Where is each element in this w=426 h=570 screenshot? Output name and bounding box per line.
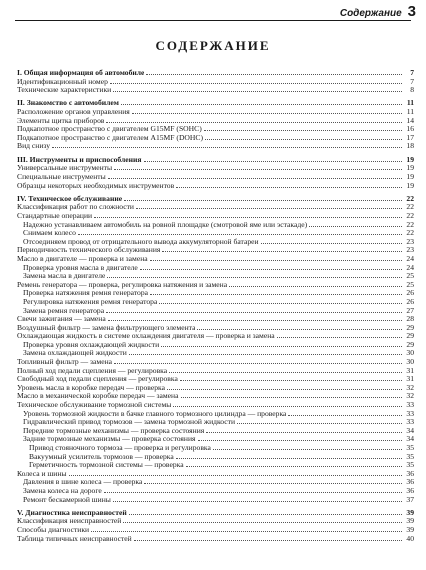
- toc-entry-title: Снимаем колесо: [23, 229, 76, 238]
- dot-leader: [162, 245, 402, 252]
- toc-entry-page: 7: [410, 68, 414, 77]
- toc-entry-page: 30: [406, 357, 414, 367]
- toc-entry-page: 39: [406, 507, 414, 517]
- dot-leader: [261, 237, 402, 244]
- toc-entry-page: 8: [410, 85, 414, 95]
- page-number: 3: [407, 3, 416, 20]
- toc-entry: [17, 426, 414, 435]
- dot-leader: [173, 400, 402, 407]
- toc-entry-title: Расположение органов управления: [17, 108, 130, 117]
- toc-entry: [17, 220, 414, 229]
- toc-entry-page: 19: [406, 180, 414, 190]
- toc-entry: [17, 434, 414, 443]
- toc-entry: [17, 417, 414, 426]
- toc-entry-title: Герметичность тормозной системы — проверка: [29, 461, 184, 470]
- toc-entry-title: Подкапотное пространство с двигателем A15MF (DOHC): [17, 133, 203, 142]
- toc-entry-title: II. Знакомство с автомобилем: [17, 99, 119, 108]
- toc-entry-page: 25: [406, 279, 414, 289]
- dot-leader: [134, 534, 402, 541]
- toc-entry-title: Таблица типичных неисправностей: [17, 534, 132, 543]
- toc-entry: [17, 288, 414, 297]
- toc-entry-title: Специальные инструменты: [17, 172, 106, 181]
- toc-entry: [17, 107, 414, 116]
- toc-entry: [17, 443, 414, 452]
- dot-leader: [114, 357, 402, 364]
- toc-entry-title: Проверка натяжения ремня генератора: [23, 289, 149, 298]
- toc-entry: [17, 452, 414, 461]
- toc-entry: [17, 495, 414, 504]
- dot-leader: [176, 181, 402, 188]
- toc-entry-title: Вакуумный усилитель тормозов — проверка: [29, 452, 174, 461]
- toc-entry-title: Идентификационный номер: [17, 77, 108, 86]
- running-header-title: Содержание: [339, 8, 402, 19]
- toc-entry-page: 11: [406, 107, 414, 117]
- toc-entry-title: Гидравлический привод тормозов — замена тормозной жидкости: [23, 418, 236, 427]
- toc-entry-page: 35: [406, 460, 414, 470]
- dot-leader: [113, 85, 402, 92]
- dot-leader: [69, 469, 402, 476]
- toc-entry-page: 22: [406, 193, 414, 203]
- toc-entry-page: 19: [406, 171, 414, 181]
- toc-entry-title: Технические характеристики: [17, 86, 112, 95]
- toc-section-heading: [17, 98, 414, 107]
- toc-entry: [17, 254, 414, 263]
- dot-leader: [52, 141, 402, 148]
- dot-leader: [198, 434, 402, 441]
- header-rule: [15, 20, 411, 21]
- toc-entry-page: 33: [406, 417, 414, 427]
- toc-entry-page: 33: [406, 400, 414, 410]
- toc-section: [17, 68, 414, 94]
- toc-section: [17, 98, 414, 150]
- dot-leader: [181, 391, 403, 398]
- toc-section: [17, 508, 414, 542]
- toc-section: [17, 194, 414, 503]
- dot-leader: [229, 280, 402, 287]
- toc-entry-page: 18: [406, 141, 414, 151]
- dot-leader: [150, 288, 402, 295]
- toc-entry: [17, 163, 414, 172]
- toc-entry-page: 28: [406, 314, 414, 324]
- toc-entry: [17, 525, 414, 534]
- toc-entry-title: Ремень генератора — проверка, регулировка натяжения и замена: [17, 280, 228, 289]
- toc-entry-title: Ремонт бескамерной шины: [23, 495, 111, 504]
- dot-leader: [140, 263, 402, 270]
- toc-entry-page: 22: [406, 228, 414, 238]
- toc-entry-page: 29: [406, 331, 414, 341]
- toc-entry-page: 39: [406, 516, 414, 526]
- toc-entry-page: 37: [406, 494, 414, 504]
- toc-entry-page: 23: [406, 236, 414, 246]
- toc-entry-page: 19: [406, 154, 414, 164]
- toc-entry-page: 23: [406, 245, 414, 255]
- toc-entry-page: 36: [406, 468, 414, 478]
- dot-leader: [136, 202, 402, 209]
- toc-entry-page: 36: [406, 485, 414, 495]
- toc-entry: [17, 391, 414, 400]
- toc-entry-title: Проверка уровня охлаждающей жидкости: [23, 340, 160, 349]
- toc-entry-title: IV. Техническое обслуживание: [17, 194, 123, 203]
- dot-leader: [176, 452, 402, 459]
- toc-entry-page: 22: [406, 210, 414, 220]
- toc-entry: [17, 77, 414, 86]
- page-title: СОДЕРЖАНИЕ: [155, 38, 271, 53]
- dot-leader: [144, 477, 402, 484]
- toc-entry-page: 32: [406, 382, 414, 392]
- toc-entry: [17, 383, 414, 392]
- toc-entry-page: 25: [406, 271, 414, 281]
- toc-entry-title: Замена ремня генератора: [23, 306, 105, 315]
- dot-leader: [288, 409, 402, 416]
- toc-entry-title: Проверка уровня масла в двигателе: [23, 263, 138, 272]
- toc-entry-title: III. Инструменты и приспособления: [17, 155, 142, 164]
- dot-leader: [159, 297, 402, 304]
- toc-entry-title: Периодичность технического обслуживания: [17, 246, 161, 255]
- dot-leader: [213, 443, 402, 450]
- toc-entry-title: Колеса и шины: [17, 469, 67, 478]
- toc-entry-title: Образцы некоторых необходимых инструментов: [17, 181, 175, 190]
- dot-leader: [144, 155, 403, 162]
- toc-entry-title: Привод стояночного тормоза — проверка и регулировка: [29, 444, 211, 452]
- dot-leader: [123, 516, 402, 523]
- toc-entry-page: 24: [406, 253, 414, 263]
- dot-leader: [237, 417, 402, 424]
- toc-entry-page: 26: [406, 288, 414, 298]
- dot-leader: [107, 271, 402, 278]
- dot-leader: [186, 460, 402, 467]
- toc-entry-title: Вид снизу: [17, 142, 51, 151]
- toc-entry-page: 31: [406, 365, 414, 375]
- toc-entry-page: 7: [410, 76, 414, 86]
- toc-entry-page: 22: [406, 202, 414, 212]
- toc-entry-title: Элементы щитка приборов: [17, 116, 105, 125]
- toc-entry-title: Воздушный фильтр — замена фильтрующего элемента: [17, 323, 196, 332]
- toc-entry-page: 31: [406, 374, 414, 384]
- toc-entry: [17, 409, 414, 418]
- toc-entry: [17, 297, 414, 306]
- toc-entry-title: Способы диагностики: [17, 526, 90, 535]
- toc-entry: [17, 486, 414, 495]
- toc-entry-page: 26: [406, 296, 414, 306]
- toc-entry-title: Масло в механической коробке передач — замена: [17, 392, 179, 401]
- toc-entry: [17, 85, 414, 94]
- toc-entry-title: Замена охлаждающей жидкости: [23, 349, 127, 358]
- toc-entry-title: Полный ход педали сцепления — регулировка: [17, 366, 168, 375]
- toc-entry: [17, 211, 414, 220]
- dot-leader: [197, 323, 402, 330]
- toc-entry: [17, 340, 414, 349]
- toc-entry: [17, 263, 414, 272]
- toc-entry-title: Замена масла в двигателе: [23, 272, 106, 281]
- table-of-contents: [17, 68, 414, 547]
- dot-leader: [113, 495, 402, 502]
- toc-entry-title: Подкапотное пространство с двигателем G15MF (SOHC): [17, 125, 202, 134]
- toc-entry: [17, 331, 414, 340]
- toc-entry: [17, 271, 414, 280]
- toc-entry-title: Отсоединяем провод от отрицательного вывода аккумуляторной батареи: [23, 237, 259, 246]
- dot-leader: [180, 374, 402, 381]
- toc-entry: [17, 280, 414, 289]
- toc-entry: [17, 306, 414, 315]
- dot-leader: [206, 426, 402, 433]
- toc-entry-page: 29: [406, 339, 414, 349]
- toc-entry: [17, 469, 414, 478]
- toc-entry: [17, 366, 414, 375]
- toc-section-heading: [17, 194, 414, 203]
- dot-leader: [121, 98, 402, 105]
- toc-entry-page: 34: [406, 434, 414, 444]
- toc-entry-page: 36: [406, 477, 414, 487]
- toc-section: [17, 155, 414, 189]
- dot-leader: [114, 163, 402, 170]
- toc-entry: [17, 141, 414, 150]
- dot-leader: [129, 348, 402, 355]
- toc-entry: [17, 237, 414, 246]
- dot-leader: [110, 77, 402, 84]
- toc-entry: [17, 348, 414, 357]
- toc-entry: [17, 477, 414, 486]
- toc-entry-page: 11: [406, 98, 414, 108]
- toc-entry-title: Классификация работ по сложности: [17, 203, 134, 212]
- dot-leader: [94, 211, 402, 218]
- toc-entry-page: 29: [406, 322, 414, 332]
- toc-entry: [17, 314, 414, 323]
- toc-entry-title: Надежно устанавливаем автомобиль на ровной площадке (смотровой яме или эстакаде): [23, 220, 308, 229]
- toc-entry: [17, 172, 414, 181]
- toc-entry: [17, 228, 414, 237]
- toc-entry-title: Замена колеса на дороге: [23, 486, 102, 495]
- toc-entry-page: 17: [406, 132, 414, 142]
- toc-entry-title: I. Общая информация об автомобиле: [17, 69, 145, 77]
- dot-leader: [309, 220, 402, 227]
- toc-entry-title: Универсальные инструменты: [17, 164, 113, 173]
- toc-entry-title: Техническое обслуживание тормозной системы: [17, 401, 172, 410]
- toc-entry-title: Регулировка натяжения ремня генератора: [23, 297, 158, 306]
- dot-leader: [146, 68, 402, 75]
- dot-leader: [124, 194, 402, 201]
- toc-section-heading: [17, 68, 414, 77]
- dot-leader: [204, 124, 402, 131]
- dot-leader: [106, 116, 402, 123]
- toc-entry: [17, 133, 414, 142]
- toc-entry: [17, 116, 414, 125]
- toc-entry-title: Топливный фильтр — замена: [17, 358, 113, 367]
- dot-leader: [129, 508, 402, 515]
- dot-leader: [167, 383, 402, 390]
- toc-entry: [17, 357, 414, 366]
- toc-entry-title: Давления в шине колеса — проверка: [23, 478, 143, 487]
- toc-entry-page: 35: [406, 451, 414, 461]
- toc-entry-page: 22: [406, 219, 414, 229]
- dot-leader: [108, 314, 402, 321]
- dot-leader: [150, 254, 402, 261]
- dot-leader: [169, 366, 402, 373]
- toc-entry-page: 30: [406, 348, 414, 358]
- toc-entry-page: 32: [406, 391, 414, 401]
- toc-entry: [17, 245, 414, 254]
- toc-entry: [17, 181, 414, 190]
- toc-entry: [17, 516, 414, 525]
- toc-entry-page: 39: [406, 525, 414, 535]
- dot-leader: [104, 486, 402, 493]
- toc-entry-page: 16: [406, 124, 414, 134]
- running-header: [340, 3, 416, 20]
- toc-entry-title: Классификация неисправностей: [17, 517, 122, 526]
- toc-section-heading: [17, 508, 414, 517]
- toc-entry-title: Охлаждающая жидкость в системе охлаждения двигателя — проверка и замена: [17, 332, 275, 341]
- toc-entry-page: 19: [406, 163, 414, 173]
- toc-entry: [17, 400, 414, 409]
- toc-entry-title: Масло в двигателе — проверка и замена: [17, 254, 148, 263]
- toc-entry-title: Стандартные операции: [17, 211, 93, 220]
- toc-entry-title: Уровень тормозной жидкости в бачке главного тормозного цилиндра — проверка: [23, 409, 287, 418]
- toc-entry-page: 40: [406, 533, 414, 543]
- dot-leader: [91, 525, 402, 532]
- toc-section-heading: [17, 155, 414, 164]
- toc-entry-page: 35: [406, 443, 414, 452]
- dot-leader: [205, 133, 402, 140]
- toc-entry-title: Задние тормозные механизмы — проверка состояния: [23, 435, 196, 444]
- toc-entry: [17, 124, 414, 133]
- toc-entry: [17, 323, 414, 332]
- toc-entry-page: 14: [406, 115, 414, 125]
- toc-entry: [17, 202, 414, 211]
- toc-entry-title: V. Диагностика неисправностей: [17, 508, 127, 517]
- dot-leader: [108, 172, 402, 179]
- dot-leader: [132, 107, 402, 114]
- dot-leader: [78, 228, 402, 235]
- toc-entry: [17, 374, 414, 383]
- toc-entry-title: Свечи зажигания — замена: [17, 315, 106, 324]
- toc-entry-title: Передние тормозные механизмы — проверка состояния: [23, 426, 205, 435]
- dot-leader: [106, 306, 402, 313]
- toc-entry-page: 27: [406, 305, 414, 315]
- toc-entry-page: 34: [406, 425, 414, 435]
- toc-entry: [17, 534, 414, 543]
- dot-leader: [277, 331, 402, 338]
- dot-leader: [161, 340, 402, 347]
- toc-entry: [17, 460, 414, 469]
- toc-entry-page: 24: [406, 262, 414, 272]
- toc-entry-title: Уровень масла в коробке передач — проверка: [17, 383, 165, 392]
- toc-entry-title: Свободный ход педали сцепления — регулировка: [17, 375, 178, 384]
- toc-entry-page: 33: [406, 408, 414, 418]
